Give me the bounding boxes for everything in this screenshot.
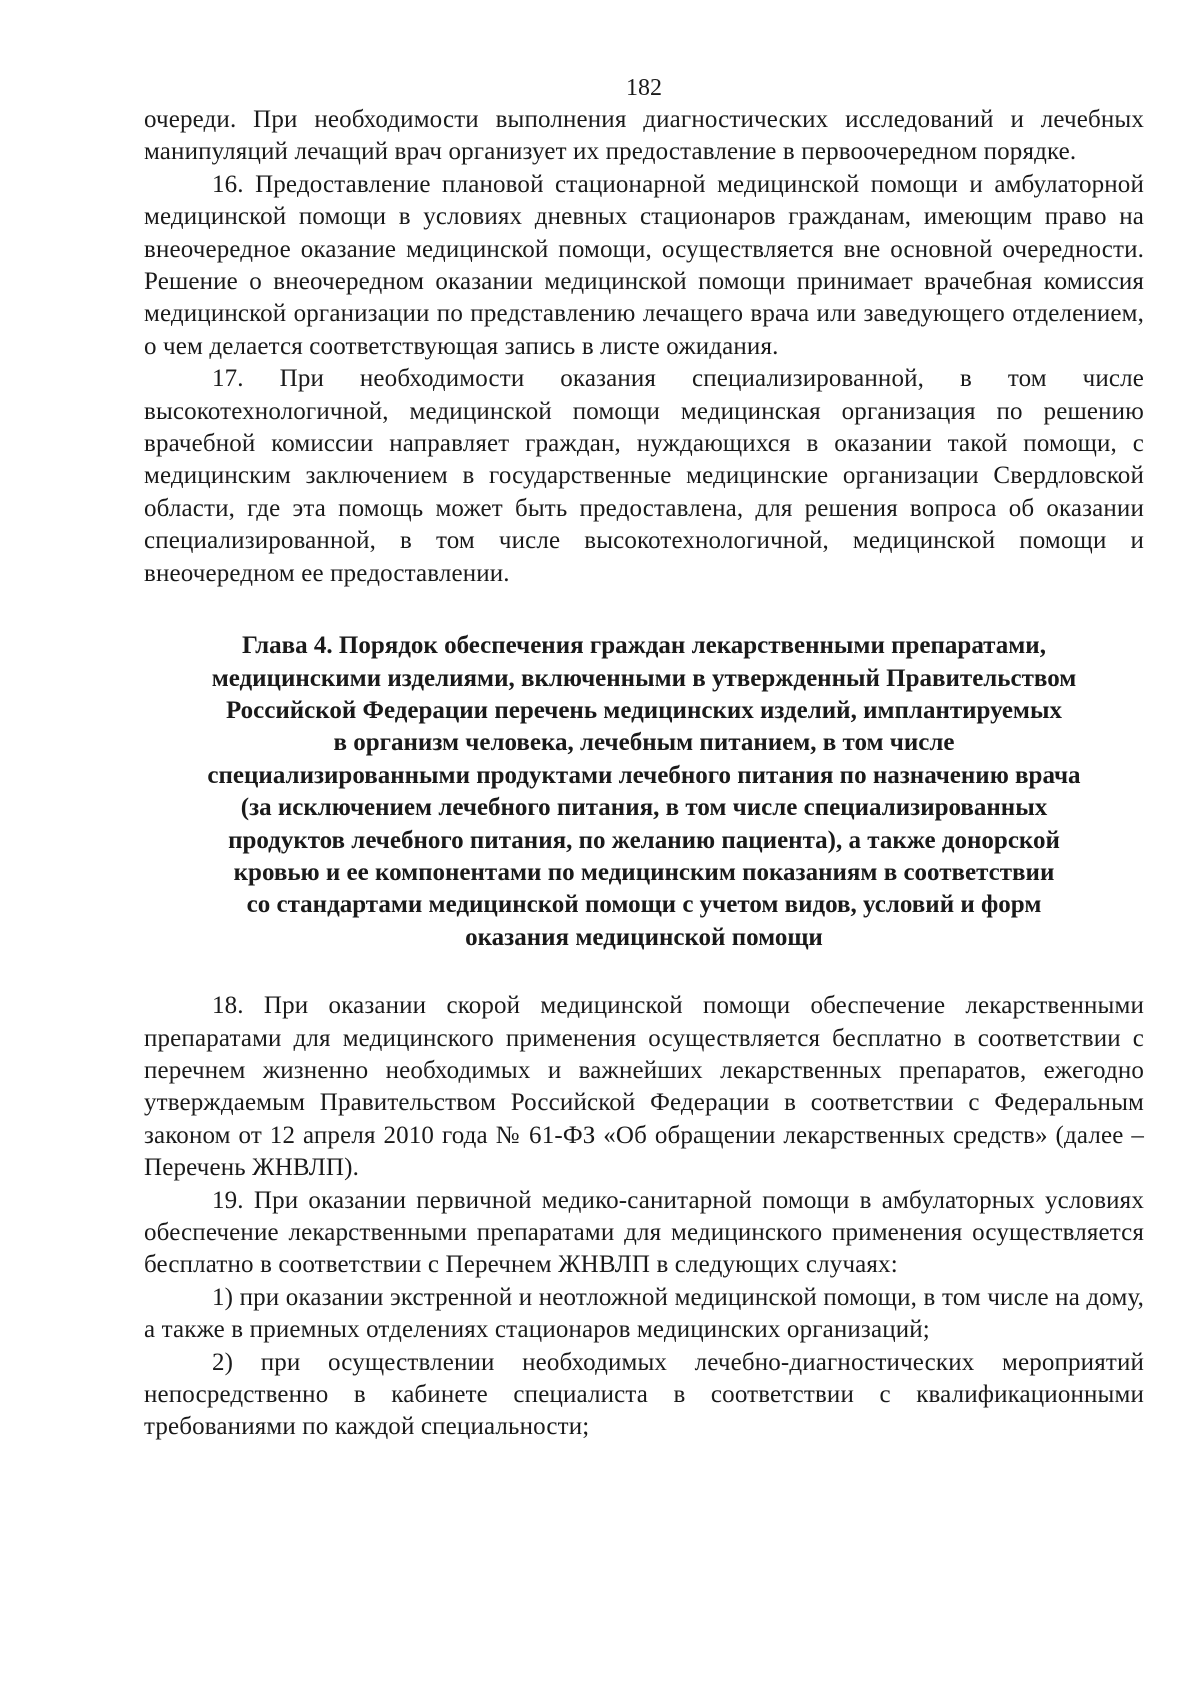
paragraph-18: 18. При оказании скорой медицинской помощи обеспечение лекарственными препаратами для медицинского применения осуществляется бесплатно в соответствии с перечнем жизненно необходимых и важнейших лекарственных препаратов, ежегодно утверждаемым Правительством Российской Федерации в соответствии с Федеральным законом от 12 апреля 2010 года № 61-ФЗ «Об обращении лекарственных средств» (далее – Перечень ЖНВЛП). (144, 992, 1144, 1182)
paragraph-16: 16. Предоставление плановой стационарной медицинской помощи и амбулаторной медицинской помощи в условиях дневных стационаров гражданам, имеющим право на внеочередное оказание медицинской помощи, осуществляется вне основной очередности. Решение о внеочередном оказании медицинской помощи принимает врачебная комиссия медицинской организации по представлению лечащего врача или заведующего отделением, о чем делается соответствующая запись в листе ожидания. (144, 170, 1144, 360)
chapter-heading-line: Российской Федерации перечень медицинских изделий, имплантируемых (226, 696, 1062, 724)
chapter-heading-line: продуктов лечебного питания, по желанию пациента), а также донорской (228, 826, 1060, 854)
paragraph-19: 19. При оказании первичной медико-санитарной помощи в амбулаторных условиях обеспечение лекарственными препаратами для медицинского применения осуществляется бесплатно в соответствии с Перечнем ЖНВЛП в следующих случаях: (144, 1186, 1144, 1279)
list-item-1: 1) при оказании экстренной и неотложной медицинской помощи, в том числе на дому, а также в приемных отделениях стационаров медицинских организаций; (144, 1283, 1144, 1344)
chapter-heading-line: медицинскими изделиями, включенными в утвержденный Правительством (211, 664, 1077, 692)
list-item-2: 2) при осуществлении необходимых лечебно-диагностических мероприятий непосредственно в кабинете специалиста в соответствии с квалификационными требованиями по каждой специальности; (144, 1348, 1144, 1441)
chapter-heading-line: со стандартами медицинской помощи с учетом видов, условий и форм (246, 891, 1042, 919)
chapter-heading-line: оказания медицинской помощи (465, 923, 823, 951)
heading-spacer (144, 954, 1144, 990)
chapter-heading-line: (за исключением лечебного питания, в том числе специализированных (240, 794, 1048, 822)
chapter-heading-line: в организм человека, лечебным питанием, в том числе (333, 729, 955, 757)
paragraph-17: 17. При необходимости оказания специализированной, в том числе высокотехнологичной, медицинской помощи медицинская организация по решению врачебной комиссии направляет граждан, нуждающихся в оказании такой помощи, с медицинским заключением в государственные медицинские организации Свердловской области, где эта помощь может быть предоставлена, для решения вопроса об оказании специализированной, в том числе высокотехнологичной, медицинской помощи и внеочередном ее предоставлении. (144, 365, 1144, 587)
page-number: 182 (626, 75, 662, 101)
chapter-heading (144, 630, 1144, 954)
chapter-heading-line: Глава 4. Порядок обеспечения граждан лекарственными препаратами, (242, 632, 1046, 660)
chapter-heading-line: специализированными продуктами лечебного питания по назначению врача (207, 761, 1081, 789)
chapter-heading-line: кровью и ее компонентами по медицинским показаниям в соответствии (233, 858, 1055, 886)
document-page (144, 72, 1144, 1444)
paragraph-continuation: очереди. При необходимости выполнения диагностических исследований и лечебных манипуляций лечащий врач организует их предоставление в первоочередном порядке. (144, 106, 1144, 166)
